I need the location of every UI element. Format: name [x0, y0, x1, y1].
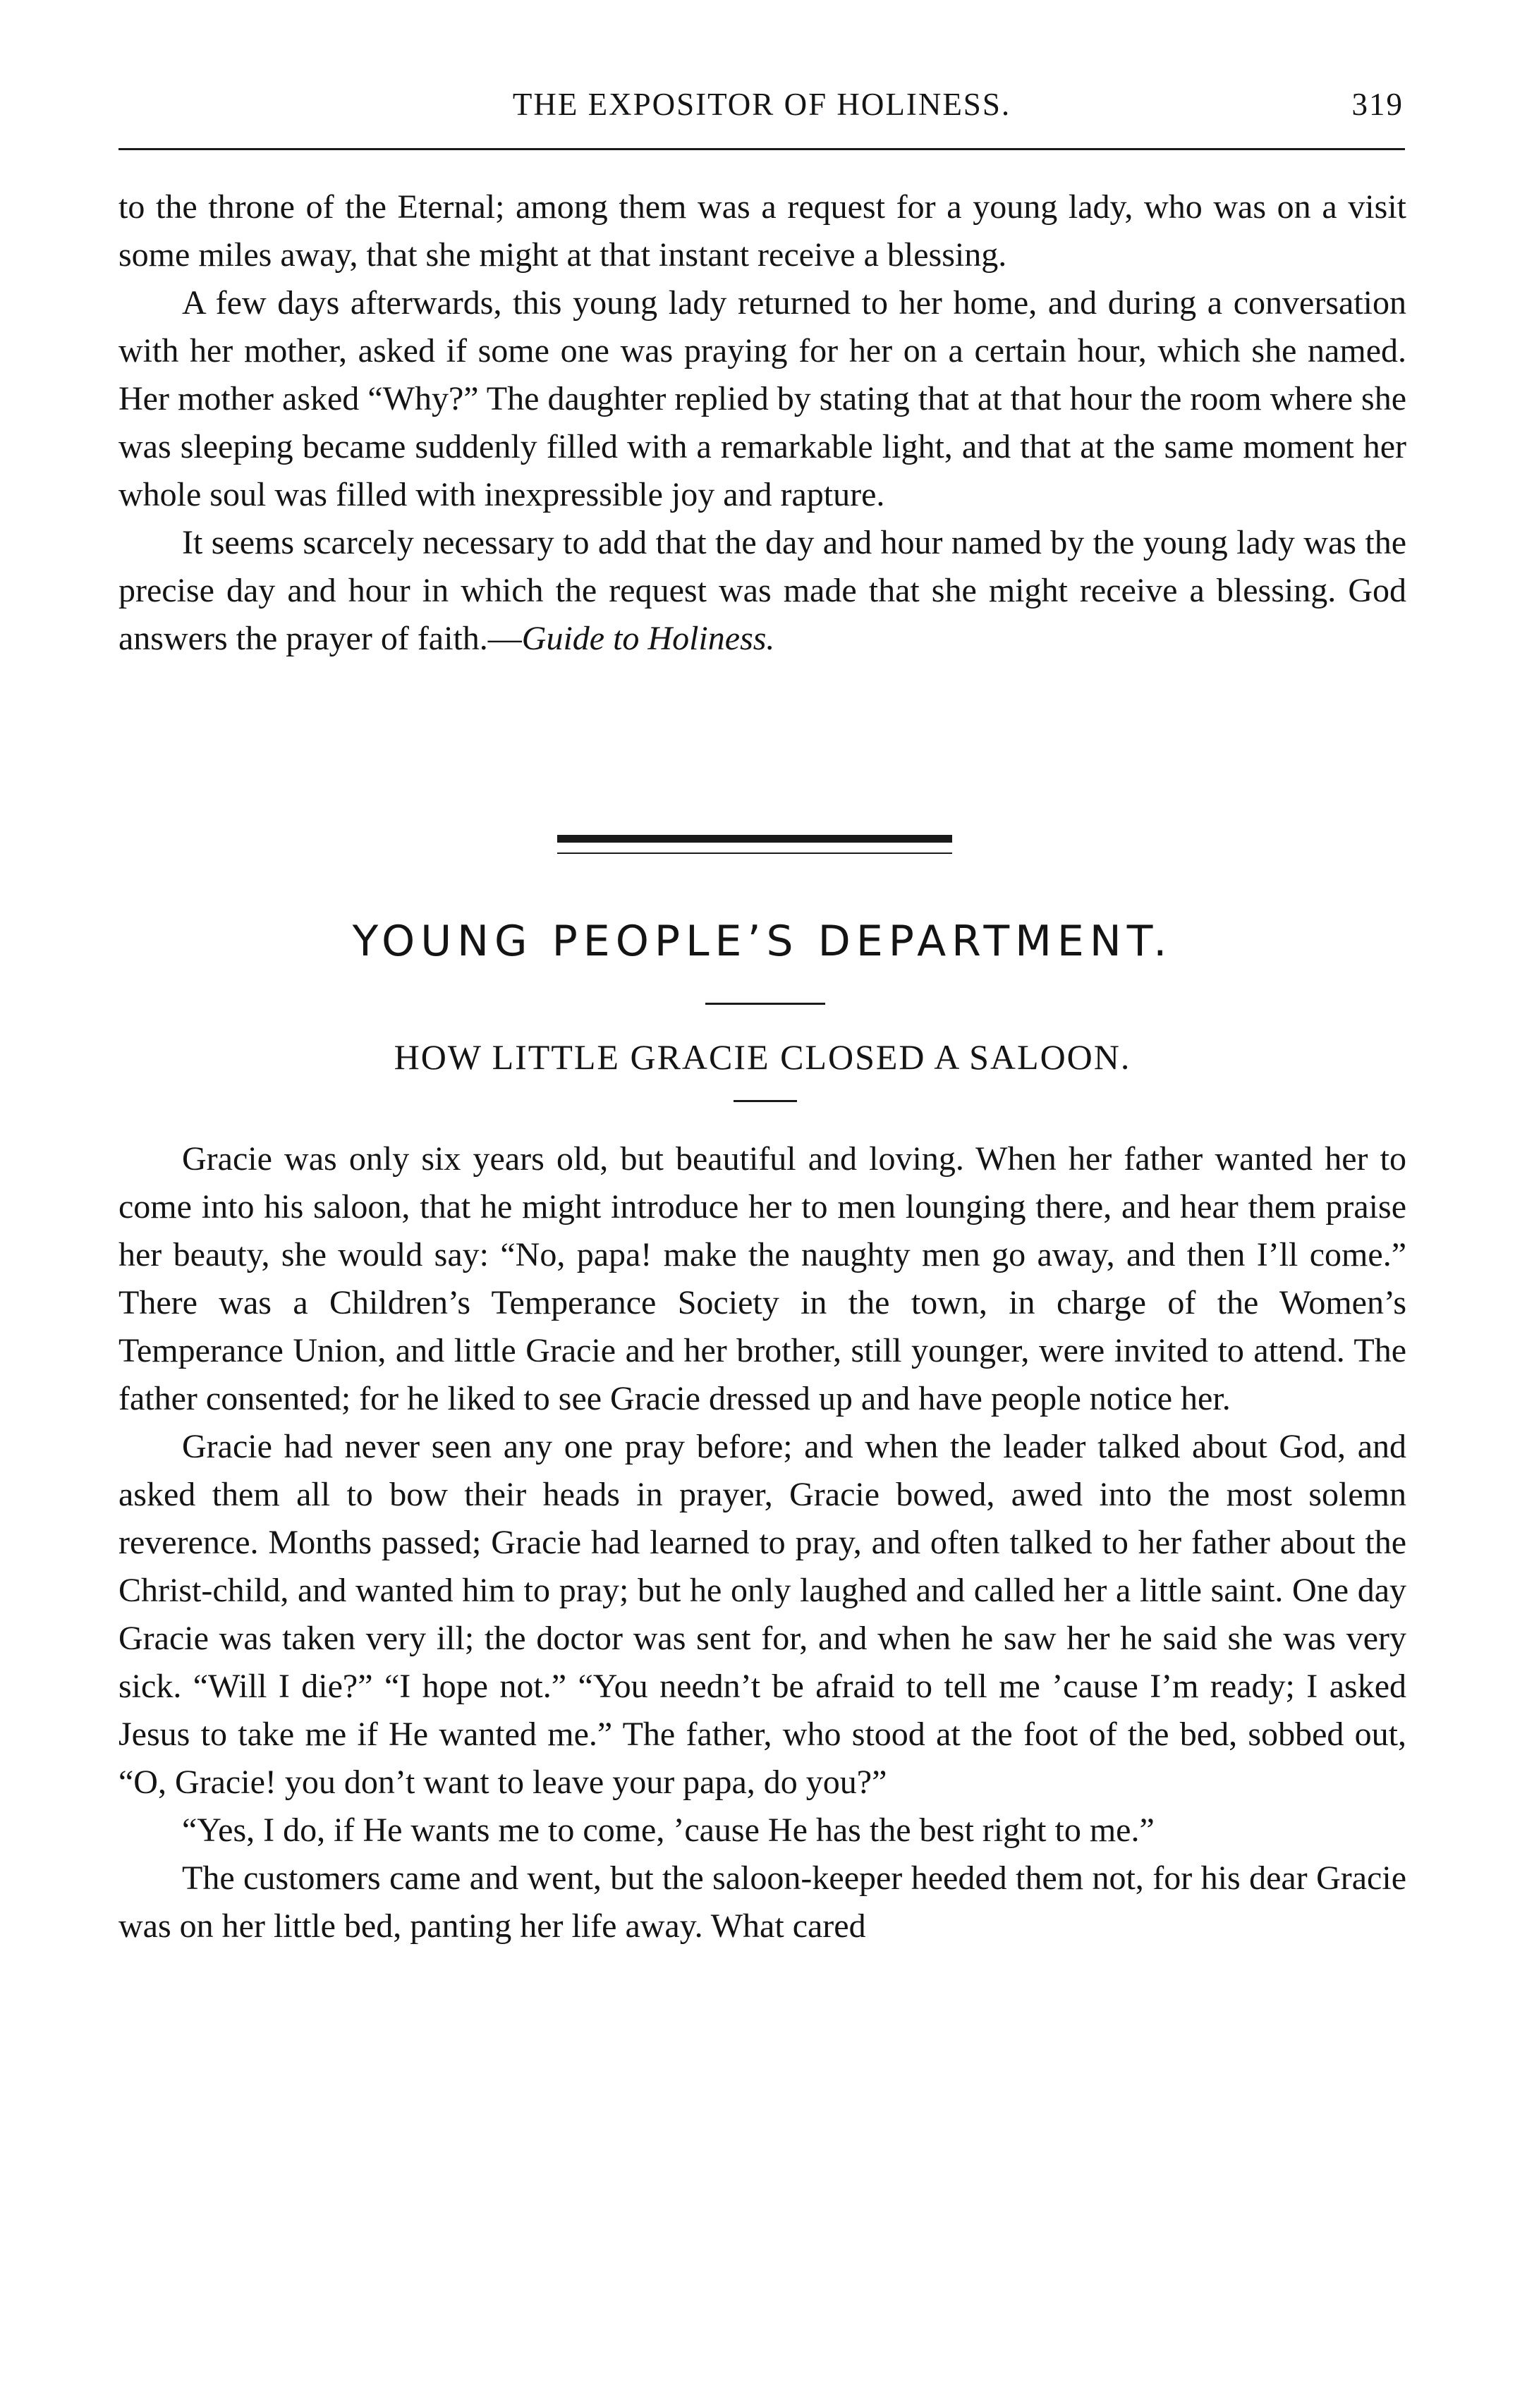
running-head — [120, 86, 1404, 135]
paragraph: to the throne of the Eternal; among them was a request for a young lady, who was on a visit some miles away, that she might at that instant receive a blessing. — [118, 188, 1406, 274]
paragraph: Gracie had never seen any one pray before; and when the leader talked about God, and asked them all to bow their heads in prayer, Gracie bowed, awed into the most solemn reverence. Months passed; Gracie had learned to pray, and often talked to her father about the Christ-child, and wanted him to pray; but he only laughed and called her a little saint. One day Gracie was taken very ill; the doctor was sent for, and when he saw her he said she was very sick. “Will I die?” “I hope not.” “You needn’t be afraid to tell me ’cause I’m ready; I asked Jesus to take me if He wanted me.” The father, who stood at the foot of the bed, sobbed out, “O, Gracie! you don’t want to leave your papa, do you?” — [118, 1428, 1406, 1801]
source-citation: Guide to Holiness. — [521, 620, 775, 657]
paragraph: “Yes, I do, if He wants me to come, ’cause He has the best right to me.” — [182, 1811, 1155, 1849]
header-rule — [118, 148, 1405, 150]
ornamental-rule — [557, 832, 952, 857]
continued-article — [118, 183, 1406, 663]
closing-paragraph — [118, 519, 1406, 663]
paragraph: Gracie was only six years old, but beautiful and loving. When her father wanted her to come into his saloon, that he might introduce her to men lounging there, and hear them praise her beauty, she would say: “No, papa! make the naughty men go away, and then I’ll come.” There was a Children’s Temperance Society in the town, in charge of the Women’s Temperance Union, and little Gracie and her brother, still younger, were invited to attend. The father consented; for he liked to see Gracie dressed up and have people notice her. — [118, 1140, 1406, 1417]
closing-paragraph-text: It seems scarcely necessary to add that the day and hour named by the young lady was the precise day and hour in which the request was made that she might receive a blessing. God answers the prayer of faith.— — [118, 524, 1406, 657]
journal-title: THE EXPOSITOR OF HOLINESS. — [512, 87, 1011, 122]
page-number: 319 — [1351, 87, 1404, 122]
paragraph: The customers came and went, but the saloon-keeper heeded them not, for his dear Gracie was on her little bed, panting her life away. What cared — [118, 1859, 1406, 1945]
section-heading: YOUNG PEOPLE’S DEPARTMENT. — [352, 917, 1173, 966]
title-rule — [734, 1100, 797, 1102]
article-title: HOW LITTLE GRACIE CLOSED A SALOON. — [394, 1037, 1131, 1077]
paragraph: A few days afterwards, this young lady returned to her home, and during a conversation with her mother, asked if some one was praying for her on a certain hour, which she named. Her mother asked “Why?” The daughter replied by stating that at that hour the room where she was sleeping became suddenly filled with a remarkable light, and that at the same moment her whole soul was filled with inexpressible joy and rapture. — [118, 284, 1406, 513]
ornament-thick-bar — [557, 835, 952, 843]
heading-rule — [705, 1003, 825, 1005]
article-body — [118, 1135, 1406, 1950]
